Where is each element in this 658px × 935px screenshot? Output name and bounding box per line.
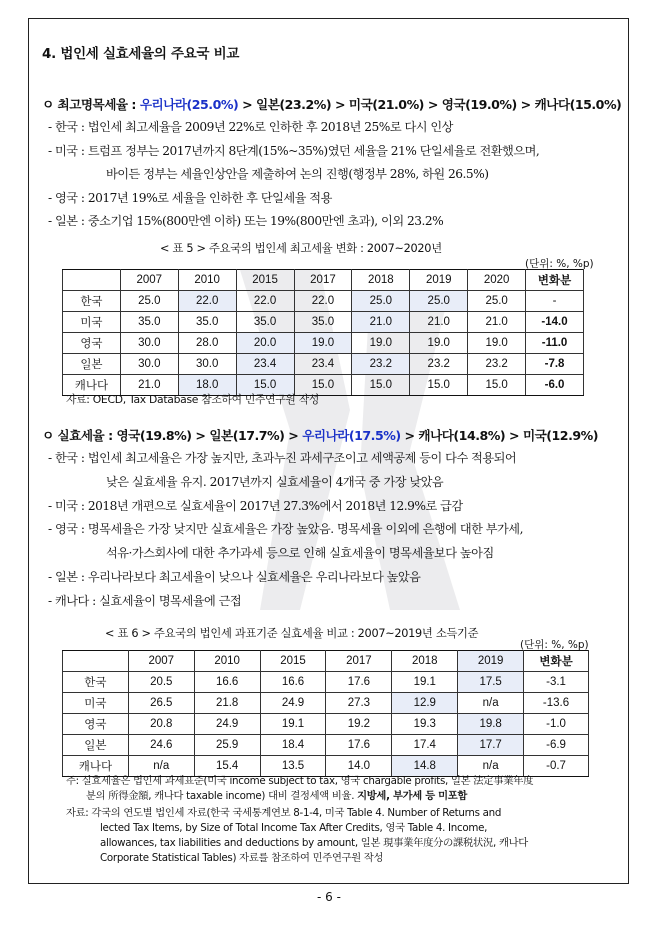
row-label: 미국: [63, 312, 121, 333]
table-header-row: [63, 651, 589, 672]
bullet-uk: - 영국 : 명목세율은 가장 낮지만 실효세율은 가장 높았음. 명목세율 이외에 은행에 대한 부가세,: [48, 522, 523, 536]
table-cell: 15.4: [194, 756, 260, 777]
table-cell: 18.4: [260, 735, 326, 756]
section2-prefix: ㅇ 실효세율 : 영국(19.8%) > 일본(17.7%) >: [42, 428, 303, 443]
table-cell: 21.8: [194, 693, 260, 714]
table-cell: 15.0: [352, 375, 410, 396]
table-cell: 15.0: [236, 375, 294, 396]
header-cell: 2015: [236, 270, 294, 291]
table-cell: 24.6: [128, 735, 194, 756]
table-cell: 25.0: [468, 291, 526, 312]
table-cell: 35.0: [178, 312, 236, 333]
header-cell: 2010: [178, 270, 236, 291]
table-cell: 25.9: [194, 735, 260, 756]
bullet-usa: - 미국 : 2018년 개편으로 실효세율이 2017년 27.3%에서 2018년 12.9%로 급감: [48, 499, 463, 513]
table-cell: 17.7: [458, 735, 524, 756]
table-cell: 19.0: [294, 333, 352, 354]
header-cell: 2019: [410, 270, 468, 291]
table-cell: 25.0: [352, 291, 410, 312]
table-cell: 18.0: [178, 375, 236, 396]
header-cell: 2017: [294, 270, 352, 291]
row-label: 미국: [63, 693, 129, 714]
table-header-row: [63, 270, 584, 291]
row-label: 영국: [63, 714, 129, 735]
table-cell: 15.0: [294, 375, 352, 396]
bullet-korea: - 한국 : 법인세 최고세율은 가장 높지만, 초과누진 과세구조이고 세액공제 등이 다수 적용되어: [48, 451, 517, 465]
table6-note-line2: [86, 787, 467, 802]
table6: [62, 650, 589, 777]
table-cell: 25.0: [410, 291, 468, 312]
table-cell: 16.6: [260, 672, 326, 693]
table-cell: 20.8: [128, 714, 194, 735]
header-cell: 2010: [194, 651, 260, 672]
table-row: [63, 693, 589, 714]
table-cell: 19.8: [458, 714, 524, 735]
table6-source-line4: Corporate Statistical Tables) 자료를 참조하여 민주연구원 작성: [100, 852, 384, 864]
section2-rest: > 캐나다(14.8%) > 미국(12.9%): [400, 428, 598, 443]
table-cell: 27.3: [326, 693, 392, 714]
table-cell: 35.0: [120, 312, 178, 333]
table6-caption: < 표 6 > 주요국의 법인세 과표기준 실효세율 비교 : 2007~2019년 소득기준: [105, 627, 479, 640]
section1-highlight: 우리나라(25.0%): [139, 97, 239, 112]
section1-rest: > 일본(23.2%) > 미국(21.0%) > 영국(19.0%) > 캐나다(15.0%): [238, 97, 622, 112]
table5: [62, 269, 584, 396]
table-cell: 28.0: [178, 333, 236, 354]
table-cell: 17.6: [326, 672, 392, 693]
table-cell: 17.5: [458, 672, 524, 693]
table-row: [63, 714, 589, 735]
table-cell: 22.0: [294, 291, 352, 312]
table-row: [63, 354, 584, 375]
table-cell: 15.0: [468, 375, 526, 396]
section2-heading: [42, 425, 598, 444]
bullet-korea-cont: 낮은 실효세율 유지. 2017년까지 실효세율이 4개국 중 가장 낮았음: [106, 475, 444, 489]
table-cell: 21.0: [120, 375, 178, 396]
bullet-japan: - 일본 : 우리나라보다 최고세율이 낮으나 실효세율은 우리나라보다 높았음: [48, 570, 421, 584]
table-cell: 23.2: [410, 354, 468, 375]
table-cell: 16.6: [194, 672, 260, 693]
table-cell: 13.5: [260, 756, 326, 777]
row-label: 영국: [63, 333, 121, 354]
table-cell: -0.7: [524, 756, 589, 777]
table-cell: 23.2: [468, 354, 526, 375]
section1-prefix: ㅇ 최고명목세율 :: [42, 97, 140, 112]
table5-unit: (단위: %, %p): [525, 258, 594, 270]
table5-source: 자료: OECD, Tax Database 참조하여 민주연구원 작성: [66, 393, 319, 406]
bullet-japan: - 일본 : 중소기업 15%(800만엔 이하) 또는 19%(800만엔 초과), 이외 23.2%: [48, 214, 444, 228]
table-cell: 17.6: [326, 735, 392, 756]
table-cell: 14.0: [326, 756, 392, 777]
table6-note-line1: 주: 실효세율은 법인세 과세표준(미국 income subject to tax, 영국 chargable profits, 일본 法定事業年度: [66, 775, 534, 787]
table-row: [63, 672, 589, 693]
table-cell: 19.0: [352, 333, 410, 354]
table-cell: -7.8: [526, 354, 584, 375]
header-cell: 2018: [392, 651, 458, 672]
table6-note-text: 분의 所得金額, 캐나다 taxable income) 대비 결정세액 비율.: [86, 790, 358, 802]
table-cell: 24.9: [260, 693, 326, 714]
row-label: 캐나다: [63, 375, 121, 396]
table6-note-bold: 지방세, 부가세 등 미포함: [357, 790, 468, 802]
row-label: 일본: [63, 735, 129, 756]
table-cell: 23.4: [236, 354, 294, 375]
table-cell: 22.0: [236, 291, 294, 312]
table6-source-line1: 자료: 각국의 연도별 법인세 자료(한국 국세통계연보 8-1-4, 미국 Table 4. Number of Returns and: [66, 807, 502, 819]
header-cell: 2017: [326, 651, 392, 672]
section2-highlight: 우리나라(17.5%): [302, 428, 401, 443]
table-cell: n/a: [458, 756, 524, 777]
row-label: 캐나다: [63, 756, 129, 777]
table-cell: 19.3: [392, 714, 458, 735]
header-cell: 2007: [128, 651, 194, 672]
table-cell: 20.0: [236, 333, 294, 354]
table-row: [63, 333, 584, 354]
section-title: 4. 법인세 실효세율의 주요국 비교: [42, 46, 240, 62]
table-cell: 35.0: [236, 312, 294, 333]
bullet-korea: - 한국 : 법인세 최고세율을 2009년 22%로 인하한 후 2018년 25%로 다시 인상: [48, 120, 453, 134]
row-label: 한국: [63, 672, 129, 693]
table-cell: -14.0: [526, 312, 584, 333]
table-row: [63, 735, 589, 756]
header-cell: 2020: [468, 270, 526, 291]
table-cell: 25.0: [120, 291, 178, 312]
table-cell: 19.2: [326, 714, 392, 735]
table-cell: 21.0: [352, 312, 410, 333]
table-cell: n/a: [128, 756, 194, 777]
table-cell: 30.0: [120, 333, 178, 354]
table5-caption: < 표 5 > 주요국의 법인세 최고세율 변화 : 2007~2020년: [160, 242, 442, 255]
table-cell: 19.1: [392, 672, 458, 693]
table-cell: 30.0: [120, 354, 178, 375]
table-cell: 23.2: [352, 354, 410, 375]
header-cell: 2015: [260, 651, 326, 672]
table-cell: 12.9: [392, 693, 458, 714]
table-cell: 19.0: [468, 333, 526, 354]
bullet-usa: - 미국 : 트럼프 정부는 2017년까지 8단계(15%~35%)였던 세율을 21% 단일세율로 전환했으며,: [48, 144, 540, 158]
table-cell: 15.0: [410, 375, 468, 396]
header-cell: 2018: [352, 270, 410, 291]
row-label: 일본: [63, 354, 121, 375]
table-cell: -11.0: [526, 333, 584, 354]
table-cell: 22.0: [178, 291, 236, 312]
bullet-canada: - 캐나다 : 실효세율이 명목세율에 근접: [48, 594, 242, 608]
table-cell: 20.5: [128, 672, 194, 693]
table-cell: n/a: [458, 693, 524, 714]
header-cell: 2007: [120, 270, 178, 291]
table6-source-line2: lected Tax Items, by Size of Total Income Tax After Credits, 영국 Table 4. Income,: [100, 822, 488, 834]
table-cell: 23.4: [294, 354, 352, 375]
table-row: [63, 291, 584, 312]
table-cell: 17.4: [392, 735, 458, 756]
bullet-usa-cont: 바이든 정부는 세율인상안을 제출하여 논의 진행(행정부 28%, 하원 26.5%): [106, 167, 489, 181]
header-cell: 변화분: [526, 270, 584, 291]
table-cell: -6.0: [526, 375, 584, 396]
table-cell: 26.5: [128, 693, 194, 714]
bullet-uk-cont: 석유·가스회사에 대한 추가과세 등으로 인해 실효세율이 명목세율보다 높아짐: [106, 546, 494, 560]
header-cell: [63, 270, 121, 291]
table-cell: 21.0: [410, 312, 468, 333]
table-row: [63, 312, 584, 333]
table-cell: 14.8: [392, 756, 458, 777]
bullet-uk: - 영국 : 2017년 19%로 세율을 인하한 후 단일세율 적용: [48, 191, 332, 205]
table6-unit: (단위: %, %p): [520, 639, 589, 651]
table-cell: 24.9: [194, 714, 260, 735]
table-cell: 35.0: [294, 312, 352, 333]
table-cell: -3.1: [524, 672, 589, 693]
header-cell: 2019: [458, 651, 524, 672]
row-label: 한국: [63, 291, 121, 312]
table-cell: -6.9: [524, 735, 589, 756]
table-cell: 30.0: [178, 354, 236, 375]
page-number: - 6 -: [317, 890, 341, 904]
table-cell: -1.0: [524, 714, 589, 735]
table6-source-line3: allowances, tax liabilities and deductions by amount, 일본 現事業年度分の課税状況, 캐나다: [100, 837, 528, 849]
table-cell: 21.0: [468, 312, 526, 333]
header-cell: 변화분: [524, 651, 589, 672]
section1-heading: [42, 94, 621, 113]
table-cell: 19.1: [260, 714, 326, 735]
table-cell: 19.0: [410, 333, 468, 354]
table-cell: -13.6: [524, 693, 589, 714]
table-cell: -: [526, 291, 584, 312]
header-cell: [63, 651, 129, 672]
